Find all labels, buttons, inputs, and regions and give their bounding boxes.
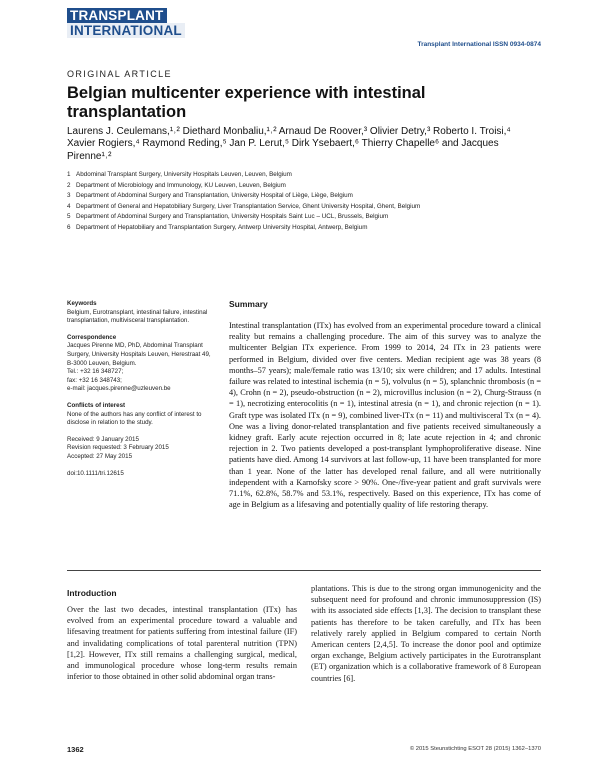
affiliation-item: 5 Department of Abdominal Surgery and Transplantation, University Hospitals Saint Luc – UCL, Brussels, Belgium [67,213,389,221]
affiliation-item: 4 Department of General and Hepatobiliary Surgery, Liver Transplantation Service, Ghent University Hospital, Ghent, Belgium [67,202,421,210]
correspondence-heading: Correspondence [67,333,117,341]
logo-line-1: TRANSPLANT [67,8,167,23]
revision-date: Revision requested: 3 February 2015 [67,444,169,452]
received-date: Received: 9 January 2015 [67,435,139,443]
affiliation-item: 2 Department of Microbiology and Immunology, KU Leuven, Leuven, Belgium [67,181,286,189]
section-divider [67,570,541,571]
logo-line-2: INTERNATIONAL [67,23,185,38]
journal-issn: Transplant International ISSN 0934-0874 [417,41,541,48]
introduction-heading: Introduction [67,588,117,598]
copyright-footer: © 2015 Steunstichting ESOT 28 (2015) 1362–1370 [409,746,541,752]
correspondence-fax: fax: +32 16 348743; [67,376,122,384]
accepted-date: Accepted: 27 May 2015 [67,452,133,460]
author-list: Laurens J. Ceulemans,¹˒² Diethard Monbaliu,¹˒² Arnaud De Roover,³ Olivier Detry,³ Roberto I. Troisi,⁴ Xavier Rogiers,⁴ Raymond Reding,⁵ Jan P. Lerut,⁵ Dirk Ysebaert,⁶ Thierry Chapelle⁶ and Jacques Pirenne¹˒² [67,126,511,162]
correspondence-tel: Tel.: +32 16 348727; [67,368,124,376]
article-type: ORIGINAL ARTICLE [67,69,172,79]
affiliations [67,170,547,234]
affiliation-item: 1 Abdominal Transplant Surgery, University Hospitals Leuven, Leuven, Belgium [67,171,292,178]
article-title: Belgian multicenter experience with intestinal transplantation [67,84,426,121]
affiliation-item: 3 Department of Abdominal Surgery and Transplantation, University Hospital of Liège, Liège, Belgium [67,192,353,200]
conflicts-heading: Conflicts of interest [67,401,126,409]
article-sidebar [67,300,217,478]
correspondence-text: Jacques Pirenne MD, PhD, Abdominal Transplant Surgery, University Hospitals Leuven, Herestraat 49, B-3000 Leuven, Belgium. [67,342,211,367]
affiliation-item: 6 Department of Hepatobiliary and Transplantation Surgery, Antwerp University Hospital, Antwerp, Belgium [67,223,368,231]
page-number: 1362 [67,745,84,754]
keywords-heading: Keywords [67,300,97,307]
correspondence-email[interactable]: e-mail: jacques.pirenne@uzleuven.be [67,385,171,393]
introduction-column-1: Over the last two decades, intestinal transplantation (ITx) has evolved from an experimental procedure toward a valuable and lifesaving treatment for patients suffering from intestinal failure (IF) and invalidating complications of total parenteral nutrition (TPN) [1,2]. However, ITx still remains a challenging surgical, medical, and immunological procedure whose long-term results remain inferior to those obtained in other solid abdominal organ trans- [67,605,297,682]
journal-logo [67,8,182,38]
doi[interactable]: doi:10.1111/tri.12615 [67,469,124,477]
keywords-text: Belgium, Eurotransplant, intestinal failure, intestinal transplantation, multivisceral transplantation. [67,308,208,325]
introduction-column-2: plantations. This is due to the strong organ immunogenicity and the subsequent need for profound and chronic immunosuppression (IS) with its associated side effects [1,3]. The decision to transplant these patients has therefore to be taken carefully, and ITx has been relatively rarely applied in Belgium compared to certain North American centers [2,4,5]. To increase the donor pool and optimize organ exchange, Belgium actively participates in the Eurotransplant (ET) organization which is a collaborative framework of 8 European countries [6]. [311,584,541,683]
conflicts-text: None of the authors has any conflict of interest to disclose in relation to the study. [67,410,202,427]
summary-text: Intestinal transplantation (ITx) has evolved from an experimental procedure toward a clinical reality but remains a challenging procedure. The aim of this survey was to analyze the multicenter Belgian ITx experience. From 1999 to 2014, 24 ITx in 23 patients were performed in Belgium, divided over five centers. Median recipient age was 38 years (8 months–57 years); male/female ratio was 13/10; six were children; and 17 adults. Intestinal failure was related to intestinal ischemia (n = 5), volvulus (n = 5), splanchnic thrombosis (n = 4), Crohn (n = 2), pseudo-obstruction (n = 2), microvillus inclusion (n = 2), Churg-Strauss (n = 1), necrotizing enterocolitis (n = 1), intestinal atresia (n = 1), and chronic rejection (n = 1). Graft type was isolated ITx (n = 9), combined liver-ITx (n = 11) and multivisceral Tx (n = 4). One was a living donor-related transplantation and five patients received simultaneously a kidney graft. Early acute rejection occurred in 8; late acute rejection in 4; and chronic rejection in 2. Two patients developed a post-transplant lymphoproliferative disease. Nine patients have died. Among 14 survivors at last follow-up, 11 have been transplanted for more than 1 year. None of the latter has developed renal failure, and all were nutritionally independent with a Karnofsky score > 90%. One-/five-year patient and graft survivals were 71.1%, 62.8%, 58.7% and 53.1%, respectively. Based on this experience, ITx has come of age in Belgium as a lifesaving and potentially quality of life restoring therapy. [229,321,541,510]
summary-heading: Summary [229,299,268,309]
